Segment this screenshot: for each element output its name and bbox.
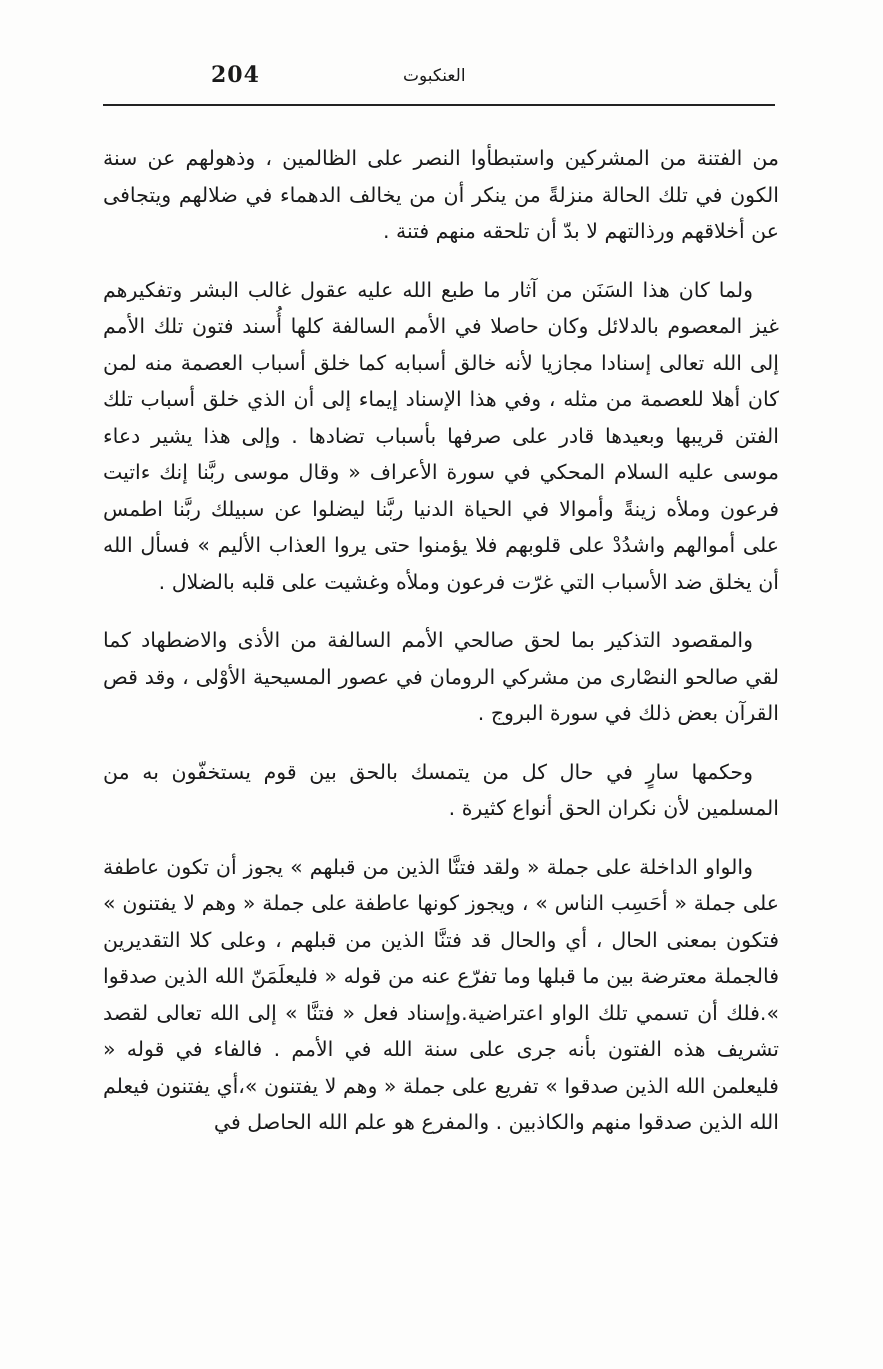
paragraph: والمقصود التذكير بما لحق صالحي الأمم السالفة من الأذى والاضطهاد كما لقي صالحو النصْارى من مشركي الرومان في عصور المسيحية الأوْلى ، وقد قص القرآن بعض ذلك في سورة البروج . [103, 628, 779, 725]
running-title: العنكبوت [403, 66, 466, 86]
header-divider [103, 104, 775, 106]
body-text [103, 140, 779, 1163]
page-number: 204 [211, 62, 260, 88]
paragraph: من الفتنة من المشركين واستبطأوا النصر على الظالمين ، وذهولهم عن سنة الكون في تلك الحالة منزلةً من ينكر أن من يخالف الدهماء في ضلالهم ويتجافى عن أخلاقهم ورذالتهم لا بدّ أن تلحقه منهم فتنة . [103, 146, 779, 243]
paragraph: وحكمها سارٍ في حال كل من يتمسك بالحق بين قوم يستخفّون به من المسلمين لأن نكران الحق أنواع كثيرة . [103, 759, 779, 820]
paragraph: ولما كان هذا السَنَن من آثار ما طبع الله عليه عقول غالب البشر وتفكيرهم غيز المعصوم بالدلائل وكان حاصلا في الأمم السالفة كلها أُسند فتون تلك الأمم إلى الله تعالى إسنادا مجازيا لأنه خالق أسبابه كما خلق أسباب العصمة منه لمن كان أهلا للعصمة من مثله ، وفي هذا الإسناد إيماء إلى أن الذي خلق أسباب تلك الفتن قريبها وبعيدها قادر على صرفها بأسباب تضادها . وإلى هذا يشير دعاء موسى عليه السلام المحكي في سورة الأعراف « وقال موسى ربَّنا إنك ءاتيت فرعون وملأه زينةً وأموالا في الحياة الدنيا ربَّنا ليضلوا عن سبيلك ربَّنا اطمس على أموالهم واشدُدْ على قلوبهم فلا يؤمنوا حتى يروا العذاب الأليم » فسأل الله أن يخلق ضد الأسباب التي غرّت فرعون وملأه وغشيت على قلبه بالضلال . [103, 277, 779, 594]
page-header [103, 62, 775, 102]
paragraph: والواو الداخلة على جملة « ولقد فتنَّا الذين من قبلهم » يجوز أن تكون عاطفة على جملة « أحَسِب الناس » ، ويجوز كونها عاطفة على جملة « وهم لا يفتنون » فتكون بمعنى الحال ، أي والحال قد فتنَّا الذين من قبلهم ، وعلى كلا التقديرين فالجملة معترضة بين ما قبلها وما تفرّع عنه من قوله « فليعلَمَنّ الله الذين صدقوا ».فلك أن تسمي تلك الواو اعتراضية.وإسناد فعل « فتنَّا » إلى الله تعالى لقصد تشريف هذه الفتون بأنه جرى على سنة الله في الأمم . فالفاء في قوله « فليعلمن الله الذين صدقوا » تفريع على جملة « وهم لا يفتنون »،أي يفتنون فيعلم الله الذين صدقوا منهم والكاذبين . والمفرع هو علم الله الحاصل في [103, 854, 779, 1134]
